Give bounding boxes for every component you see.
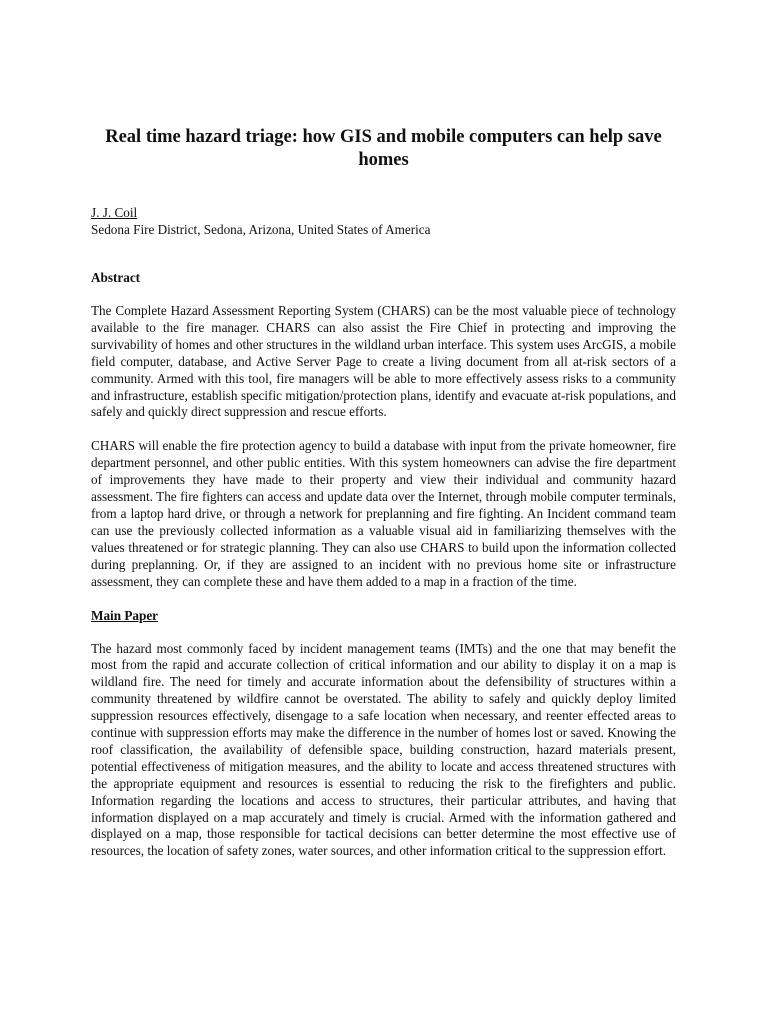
- main-paragraph: The hazard most commonly faced by incident management teams (IMTs) and the one that may benefit the most from the rapid and accurate collection of critical information and our ability to display it on a map is wildland fire. The need for timely and accurate information about the defensibility of structures within a community threatened by wildfire cannot be overstated. The ability to safely and quickly deploy limited suppression resources effectively, disengage to a safe location when necessary, and reenter effected areas to continue with suppression efforts may make the difference in the number of homes lost or saved. Knowing the roof classification, the availability of defensible space, building construction, hazard materials present, potential effectiveness of mitigation measures, and the ability to locate and access threatened structures with the appropriate equipment and resources is essential to reducing the risk to the firefighters and public. Information regarding the locations and access to structures, their particular attributes, and having that information displayed on a map accurately and timely is crucial. Armed with the information gathered and displayed on a map, those responsible for tactical decisions can better determine the most effective use of resources, the location of safety zones, water sources, and other information critical to the suppression effort.: [91, 640, 676, 859]
- paper-title: Real time hazard triage: how GIS and mobile computers can help save homes: [105, 127, 662, 170]
- paper-page: [91, 126, 676, 877]
- author-affiliation: Sedona Fire District, Sedona, Arizona, United States of America: [91, 222, 431, 237]
- author-name: J. J. Coil: [91, 205, 138, 220]
- main-paper-heading: Main Paper: [91, 607, 159, 623]
- abstract-paragraph: The Complete Hazard Assessment Reporting System (CHARS) can be the most valuable piece of technology available to the fire manager. CHARS can also assist the Fire Chief in protecting and improving the survivability of homes and other structures in the wildland urban interface. This system uses ArcGIS, a mobile field computer, database, and Active Server Page to create a living document from all at-risk sectors of a community. Armed with this tool, fire managers will be able to more effectively assess risks to a community and infrastructure, establish specific mitigation/protection plans, identify and evacuate at-risk populations, and safely and quickly direct suppression and rescue efforts.: [91, 303, 676, 420]
- abstract-heading: Abstract: [91, 270, 141, 285]
- abstract-paragraph: CHARS will enable the fire protection agency to build a database with input from the private homeowner, fire department personnel, and other public entities. With this system homeowners can advise the fire department of improvements they have made to their property and view their individual and community hazard assessment. The fire fighters can access and update data over the Internet, through mobile computer terminals, from a laptop hard drive, or through a network for preplanning and fire fighting. An Incident command team can use the previously collected information as a valuable visual aid in familiarizing themselves with the values threatened or for strategic planning. They can also use CHARS to build upon the information collected during preplanning. Or, if they are assigned to an incident with no previous home site or infrastructure assessment, they can complete these and have them added to a map in a fraction of the time.: [91, 438, 676, 589]
